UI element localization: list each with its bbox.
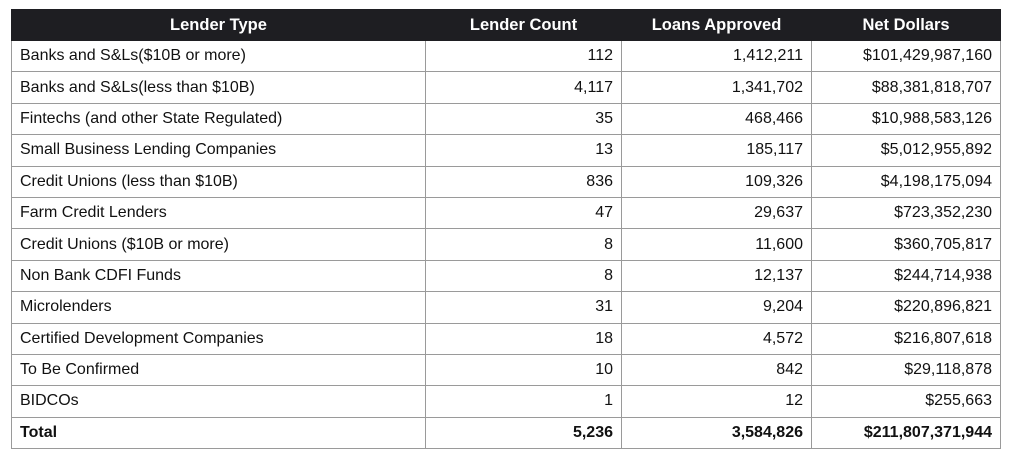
table-row xyxy=(12,166,1001,197)
cell-lender-count: 1 xyxy=(426,386,622,417)
cell-lender-count: 35 xyxy=(426,103,622,134)
header-loans-approved: Loans Approved xyxy=(622,10,812,41)
cell-lender-type: Non Bank CDFI Funds xyxy=(12,260,426,291)
cell-lender-type: Certified Development Companies xyxy=(12,323,426,354)
cell-lender-count: 10 xyxy=(426,354,622,385)
table-row xyxy=(12,135,1001,166)
table-row xyxy=(12,41,1001,72)
cell-lender-count: 13 xyxy=(426,135,622,166)
cell-lender-count: 836 xyxy=(426,166,622,197)
cell-net-dollars: $5,012,955,892 xyxy=(812,135,1001,166)
table-row xyxy=(12,292,1001,323)
header-lender-count: Lender Count xyxy=(426,10,622,41)
cell-net-dollars: $723,352,230 xyxy=(812,197,1001,228)
total-loans-approved: 3,584,826 xyxy=(622,417,812,448)
table-row xyxy=(12,354,1001,385)
cell-net-dollars: $220,896,821 xyxy=(812,292,1001,323)
table-row xyxy=(12,386,1001,417)
cell-loans-approved: 12 xyxy=(622,386,812,417)
cell-lender-type: Farm Credit Lenders xyxy=(12,197,426,228)
cell-lender-count: 8 xyxy=(426,260,622,291)
cell-net-dollars: $4,198,175,094 xyxy=(812,166,1001,197)
cell-lender-count: 112 xyxy=(426,41,622,72)
cell-lender-count: 18 xyxy=(426,323,622,354)
lender-table xyxy=(11,9,1001,449)
cell-net-dollars: $29,118,878 xyxy=(812,354,1001,385)
cell-lender-count: 47 xyxy=(426,197,622,228)
cell-loans-approved: 109,326 xyxy=(622,166,812,197)
cell-loans-approved: 1,341,702 xyxy=(622,72,812,103)
cell-net-dollars: $10,988,583,126 xyxy=(812,103,1001,134)
header-row xyxy=(12,10,1001,41)
cell-lender-type: BIDCOs xyxy=(12,386,426,417)
cell-loans-approved: 4,572 xyxy=(622,323,812,354)
table-row xyxy=(12,323,1001,354)
header-lender-type: Lender Type xyxy=(12,10,426,41)
lender-table-container xyxy=(11,9,1001,449)
table-row xyxy=(12,229,1001,260)
cell-net-dollars: $101,429,987,160 xyxy=(812,41,1001,72)
total-row xyxy=(12,417,1001,448)
cell-lender-type: Microlenders xyxy=(12,292,426,323)
cell-loans-approved: 9,204 xyxy=(622,292,812,323)
cell-net-dollars: $255,663 xyxy=(812,386,1001,417)
cell-net-dollars: $216,807,618 xyxy=(812,323,1001,354)
table-row xyxy=(12,72,1001,103)
cell-lender-count: 4,117 xyxy=(426,72,622,103)
cell-net-dollars: $244,714,938 xyxy=(812,260,1001,291)
cell-lender-count: 31 xyxy=(426,292,622,323)
cell-lender-type: Small Business Lending Companies xyxy=(12,135,426,166)
cell-loans-approved: 185,117 xyxy=(622,135,812,166)
table-row xyxy=(12,260,1001,291)
cell-loans-approved: 29,637 xyxy=(622,197,812,228)
cell-lender-type: Fintechs (and other State Regulated) xyxy=(12,103,426,134)
cell-net-dollars: $360,705,817 xyxy=(812,229,1001,260)
cell-loans-approved: 1,412,211 xyxy=(622,41,812,72)
table-row xyxy=(12,197,1001,228)
cell-lender-type: Banks and S&Ls($10B or more) xyxy=(12,41,426,72)
cell-lender-type: Credit Unions ($10B or more) xyxy=(12,229,426,260)
cell-net-dollars: $88,381,818,707 xyxy=(812,72,1001,103)
cell-lender-type: Credit Unions (less than $10B) xyxy=(12,166,426,197)
cell-lender-count: 8 xyxy=(426,229,622,260)
total-lender-count: 5,236 xyxy=(426,417,622,448)
cell-loans-approved: 842 xyxy=(622,354,812,385)
total-net-dollars: $211,807,371,944 xyxy=(812,417,1001,448)
cell-lender-type: Banks and S&Ls(less than $10B) xyxy=(12,72,426,103)
header-net-dollars: Net Dollars xyxy=(812,10,1001,41)
cell-lender-type: To Be Confirmed xyxy=(12,354,426,385)
cell-loans-approved: 12,137 xyxy=(622,260,812,291)
cell-loans-approved: 11,600 xyxy=(622,229,812,260)
cell-loans-approved: 468,466 xyxy=(622,103,812,134)
table-row xyxy=(12,103,1001,134)
total-label: Total xyxy=(12,417,426,448)
